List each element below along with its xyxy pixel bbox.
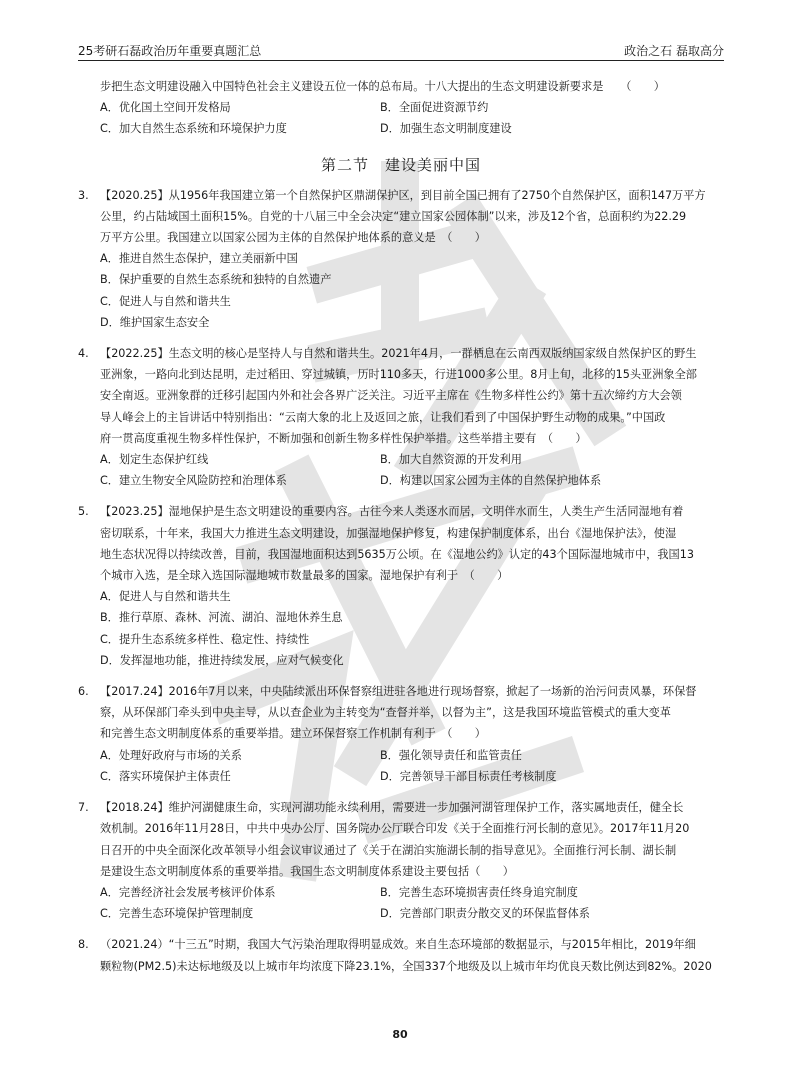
option-b: B．强化领导责任和监管责任 xyxy=(380,748,522,762)
question-line: 导人峰会上的主旨讲话中特别指出：“云南大象的北上及返回之旅，让我们看到了中国保护野生动物的成果。”中国政 xyxy=(100,410,666,424)
question-number: 6. xyxy=(78,685,89,699)
option-a: A．处理好政府与市场的关系 xyxy=(100,748,242,762)
question-line: 【2018.24】维护河湖健康生命，实现河湖功能永续利用，需要进一步加强河湖管理保护工作，落实属地责任，健全长 xyxy=(100,801,684,815)
option-c: C．加大自然生态系统和环境保护力度 xyxy=(100,122,287,136)
option-c: C．完善生态环境保护管理制度 xyxy=(100,907,254,921)
question-line: 【2017.24】2016年7月以来，中央陆续派出环保督察组进驻各地进行现场督察，掀起了一场新的治污问责风暴，环保督 xyxy=(100,685,697,699)
options-row xyxy=(78,470,724,491)
option-b: B．完善生态环境损害责任终身追究制度 xyxy=(380,885,578,899)
options-row xyxy=(78,882,724,903)
header-right: 政治之石 磊取高分 xyxy=(624,44,724,58)
option-c: C．建立生物安全风险防控和治理体系 xyxy=(100,474,287,488)
question-6 xyxy=(78,681,724,787)
option-a: A．完善经济社会发展考核评价体系 xyxy=(100,885,276,899)
question-line: 府一贯高度重视生物多样性保护，不断加强和创新生物多样性保护举措。这些举措主要有 （ ） xyxy=(100,431,587,445)
question-line: 察，从环保部门牵头到中央主导，从以查企业为主转变为“查督并举，以督为主”，这是我国环境监管模式的重大变革 xyxy=(100,706,671,720)
question-line: 亚洲象，一路向北到达昆明，走过稻田、穿过城镇，历时110多天，行进1000多公里。8月上旬，北移的15头亚洲象全部 xyxy=(100,368,697,382)
option-a: A．促进人与自然和谐共生 xyxy=(100,590,231,604)
option-d: D．完善领导干部目标责任考核制度 xyxy=(380,769,557,783)
option-a: A．划定生态保护红线 xyxy=(100,453,209,467)
question-line: （2021.24）“十三五”时期，我国大气污染治理取得明显成效。来自生态环境部的数据显示，与2015年相比，2019年细 xyxy=(100,938,696,952)
option-a: A．推进自然生态保护，建立美丽新中国 xyxy=(100,252,298,266)
options-row xyxy=(78,449,724,470)
header-left: 25考研石磊政治历年重要真题汇总 xyxy=(78,44,262,58)
question-number: 8. xyxy=(78,938,89,952)
question-line: 公里，约占陆域国土面积15%。自党的十八届三中全会决定“建立国家公园体制”以来，涉及12个省，总面积约为22.29 xyxy=(100,209,687,223)
options-row xyxy=(78,745,724,766)
options-row xyxy=(78,766,724,787)
question-line: 【2022.25】生态文明的核心是坚持人与自然和谐共生。2021年4月，一群栖息在云南西双版纳国家级自然保护区的野生 xyxy=(100,347,697,361)
question-line: 颗粒物(PM2.5)未达标地级及以上城市年均浓度下降23.1%，全国337个地级及以上城市年均优良天数比例达到82%。2020 xyxy=(100,959,712,973)
option-b: B．推行草原、森林、河流、湖泊、湿地休养生息 xyxy=(100,611,343,625)
question-number: 3. xyxy=(78,188,89,202)
question-line: 是建设生态文明制度体系的重要举措。我国生态文明制度体系建设主要包括（ ） xyxy=(100,864,514,878)
option-b: B．全面促进资源节约 xyxy=(380,101,489,115)
option-d: D．完善部门职责分散交叉的环保监督体系 xyxy=(380,907,590,921)
option-d: D．发挥湿地功能，推进持续发展，应对气候变化 xyxy=(100,653,344,667)
page-header xyxy=(78,38,724,61)
question-number: 4. xyxy=(78,347,89,361)
option-a: A．优化国土空间开发格局 xyxy=(100,101,231,115)
option-d: D．加强生态文明制度建设 xyxy=(380,122,512,136)
question-line: 个城市入选，是全球入选国际湿地城市数量最多的国家。湿地保护有利于 （ ） xyxy=(100,569,509,583)
option-b: B．保护重要的自然生态系统和独特的自然遗产 xyxy=(100,273,332,287)
question-line: 和完善生态文明制度体系的重要举措。建立环保督察工作机制有利于 （ ） xyxy=(100,727,486,741)
question-5 xyxy=(78,501,724,671)
intro-options-row xyxy=(78,97,724,118)
page-number: 80 xyxy=(392,1028,408,1041)
option-b: B．加大自然资源的开发利用 xyxy=(380,453,522,467)
question-line: 效机制。2016年11月28日，中共中央办公厅、国务院办公厅联合印发《关于全面推行河长制的意见》。2017年11月20 xyxy=(100,822,690,836)
question-number: 5. xyxy=(78,505,89,519)
option-c: C．提升生态系统多样性、稳定性、持续性 xyxy=(100,632,310,646)
option-d: D．构建以国家公园为主体的自然保护地体系 xyxy=(380,474,602,488)
intro-stem: 步把生态文明建设融入中国特色社会主义建设五位一体的总布局。十八大提出的生态文明建设新要求是 （ ） xyxy=(100,80,665,93)
question-line: 安全南返。亚洲象群的迁移引起国内外和社会各界广泛关注。习近平主席在《生物多样性公约》第十五次缔约方大会领 xyxy=(100,389,682,403)
question-3 xyxy=(78,185,724,333)
question-line: 【2023.25】湿地保护是生态文明建设的重要内容。古往今来人类逐水而居，文明伴水而生，人类生产生活同湿地有着 xyxy=(100,505,684,519)
option-d: D．维护国家生态安全 xyxy=(100,315,210,329)
options-row xyxy=(78,903,724,924)
question-line: 万平方公里。我国建立以国家公园为主体的自然保护地体系的意义是 （ ） xyxy=(100,231,486,245)
question-4 xyxy=(78,343,724,491)
option-c: C．促进人与自然和谐共生 xyxy=(100,294,231,308)
question-line: 【2020.25】从1956年我国建立第一个自然保护区鼎湖保护区，到目前全国已拥有了2750个自然保护区，面积147万平方 xyxy=(100,188,706,202)
question-line: 密切联系，十年来，我国大力推进生态文明建设，加强湿地保护修复，构建保护制度体系，出台《湿地保护法》，使湿 xyxy=(100,526,677,540)
intro-options-row xyxy=(78,118,724,139)
question-line: 地生态状况得以持续改善，目前，我国湿地面积达到5635万公顷。在《湿地公约》认定的43个国际湿地城市中，我国13 xyxy=(100,547,694,561)
section-title: 第二节 建设美丽中国 xyxy=(320,155,481,174)
question-7 xyxy=(78,797,724,924)
question-line: 日召开的中央全面深化改革领导小组会议审议通过了《关于在湖泊实施湖长制的指导意见》。全面推行河长制、湖长制 xyxy=(100,843,677,857)
question-number: 7. xyxy=(78,801,89,815)
option-c: C．落实环境保护主体责任 xyxy=(100,769,231,783)
page-content xyxy=(78,76,724,977)
question-8 xyxy=(78,934,724,976)
